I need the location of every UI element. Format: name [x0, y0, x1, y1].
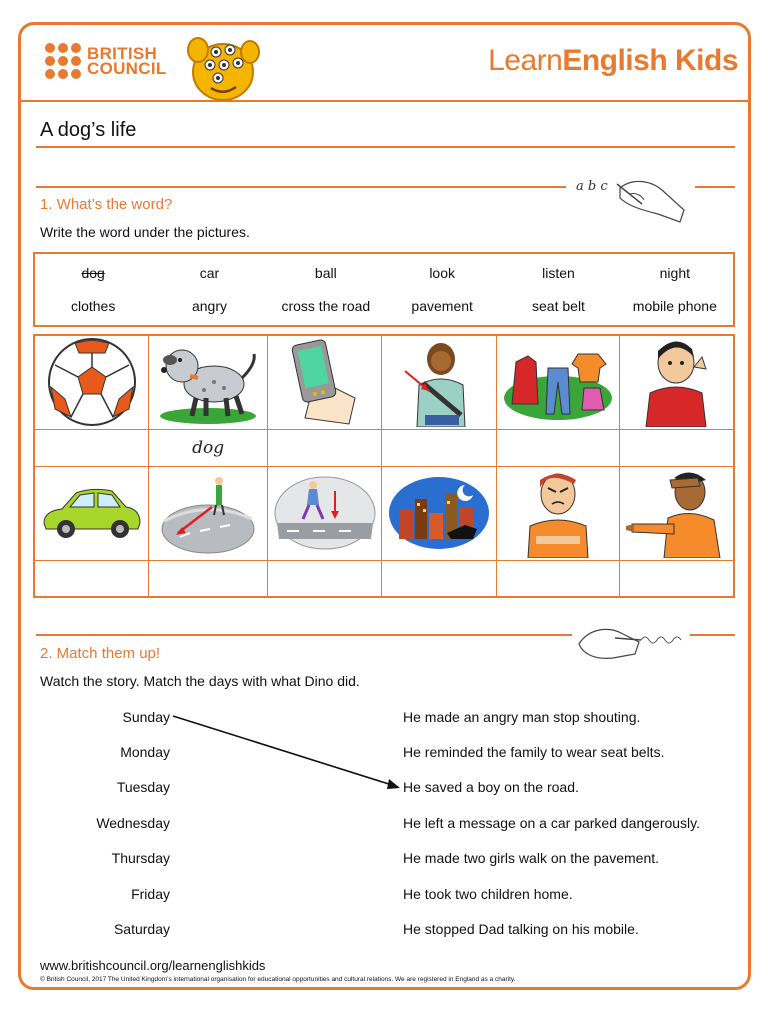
day-label[interactable]: Monday — [120, 744, 170, 760]
word-bank-item: pavement — [411, 298, 473, 315]
section1-rule-right — [695, 186, 735, 188]
answer-cell[interactable] — [382, 560, 496, 597]
picture-cell — [382, 335, 496, 429]
clothes-image — [502, 342, 614, 422]
picture-cell — [496, 335, 619, 429]
answer-cell[interactable] — [496, 560, 619, 597]
section1-rule — [36, 186, 566, 188]
answer-cell[interactable] — [268, 429, 382, 466]
word-bank-item: cross the road — [281, 298, 371, 315]
picture-cell — [619, 466, 734, 560]
match-sentence[interactable]: He saved a boy on the road. — [403, 779, 579, 795]
day-label[interactable]: Tuesday — [116, 779, 170, 795]
british-council-logo — [45, 43, 167, 79]
section1-instruction: Write the word under the pictures. — [40, 224, 250, 240]
word-bank-item: night — [659, 264, 690, 281]
section2-rule-right — [690, 634, 735, 636]
footer-copyright: © British Council, 2017 The United Kingdom’s international organisation for educational opportunities and cultural relations. We are registered in England as a charity. — [40, 976, 516, 983]
day-label[interactable]: Sunday — [122, 709, 170, 725]
match-sentence[interactable]: He left a message on a car parked dangerously. — [403, 815, 701, 831]
logo-dots-icon — [45, 43, 81, 79]
answer-cell[interactable] — [34, 560, 149, 597]
word-bank-item: seat belt — [532, 298, 585, 315]
word-bank-item: angry — [191, 298, 227, 315]
picture-cell — [34, 466, 149, 560]
picture-cell — [619, 335, 734, 429]
logo-line2: COUNCIL — [87, 59, 167, 78]
angry-image — [518, 468, 598, 558]
picture-cell — [149, 466, 268, 560]
word-bank-item: look — [429, 264, 455, 281]
logo-line1: BRITISH — [87, 44, 158, 63]
footer-url[interactable]: www.britishcouncil.org/learnenglishkids — [40, 958, 266, 973]
day-label[interactable]: Friday — [131, 886, 170, 902]
word-bank — [33, 252, 735, 327]
pavement-image — [160, 471, 256, 555]
title-underline — [36, 146, 735, 148]
answer-cell[interactable] — [496, 429, 619, 466]
header-divider — [20, 100, 749, 102]
picture-grid — [33, 334, 735, 598]
listen-image — [636, 337, 716, 427]
match-sentence[interactable]: He took two children home. — [403, 886, 573, 902]
section2-heading: 2. Match them up! — [40, 645, 161, 662]
picture-cell — [268, 466, 382, 560]
learnenglish-kids-logo: LearnEnglish Kids — [488, 44, 738, 77]
look-image — [624, 468, 728, 558]
picture-cell — [34, 335, 149, 429]
mobile-phone-image — [285, 338, 365, 426]
monster-mascot-icon — [178, 30, 268, 105]
section1-heading: 1. What’s the word? — [40, 196, 173, 213]
night-image — [387, 473, 491, 553]
day-label[interactable]: Saturday — [113, 921, 170, 937]
answer-cell[interactable] — [382, 429, 496, 466]
cross-the-road-image — [273, 473, 377, 553]
word-bank-item: dog — [81, 264, 105, 281]
answer-cell[interactable] — [149, 560, 268, 597]
answer-cell[interactable] — [619, 560, 734, 597]
word-bank-item: ball — [314, 264, 337, 281]
page-title: A dog’s life — [40, 119, 137, 141]
picture-cell — [496, 466, 619, 560]
picture-cell — [268, 335, 382, 429]
word-bank-item: car — [199, 264, 220, 281]
answer-cell[interactable] — [268, 560, 382, 597]
answer-cell[interactable] — [149, 429, 268, 466]
car-image — [40, 483, 144, 543]
word-bank-item: mobile phone — [632, 298, 717, 315]
answer-cell[interactable] — [619, 429, 734, 466]
svg-text:a b c: a b c — [576, 179, 608, 194]
drawing-hand-icon — [575, 620, 687, 668]
picture-cell — [382, 466, 496, 560]
writing-hand-icon — [572, 170, 692, 232]
section2-rule — [36, 634, 572, 636]
answer-cell[interactable] — [34, 429, 149, 466]
handwritten-answer: dog — [192, 437, 225, 458]
match-sentence[interactable]: He reminded the family to wear seat belts. — [403, 744, 665, 760]
match-sentence[interactable]: He stopped Dad talking on his mobile. — [403, 921, 639, 937]
picture-cell — [149, 335, 268, 429]
word-bank-item: clothes — [70, 298, 116, 315]
section2-instruction: Watch the story. Match the days with what Dino did. — [40, 673, 360, 689]
dog-image — [154, 338, 262, 426]
day-label[interactable]: Wednesday — [96, 815, 170, 831]
match-sentence[interactable]: He made an angry man stop shouting. — [403, 709, 641, 725]
ball-image — [45, 337, 139, 427]
match-sentence[interactable]: He made two girls walk on the pavement. — [403, 850, 660, 866]
seat-belt-image — [399, 337, 479, 427]
day-label[interactable]: Thursday — [111, 850, 170, 866]
word-bank-item: listen — [542, 264, 575, 281]
